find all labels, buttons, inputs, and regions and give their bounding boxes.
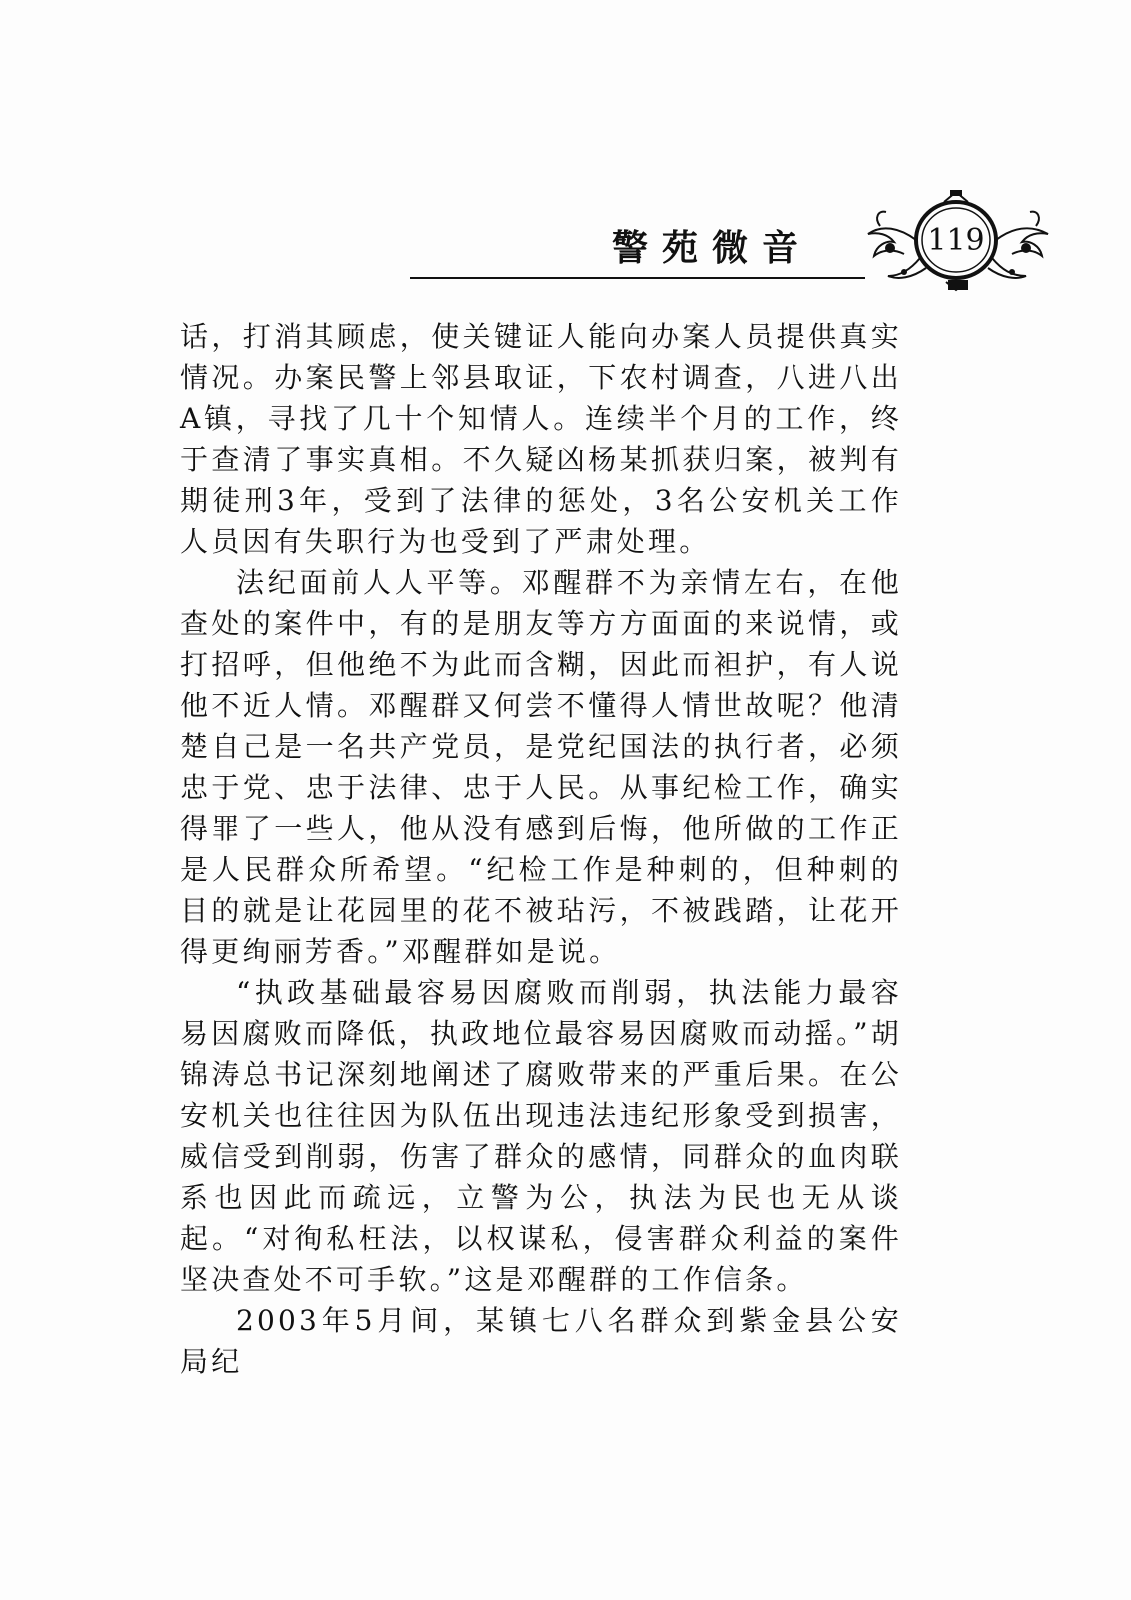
paragraph: 话，打消其顾虑，使关键证人能向办案人员提供真实情况。办案民警上邻县取证，下农村调查，八进八出A镇，寻找了几十个知情人。连续半个月的工作，终于查清了事实真相。不久疑凶杨某抓获归案，被判有期徒刑3年，受到了法律的惩处，3名公安机关工作人员因有失职行为也受到了严肃处理。 bbox=[180, 320, 902, 558]
paragraph: “执政基础最容易因腐败而削弱，执法能力最容易因腐败而降低，执政地位最容易因腐败而动摇。”胡锦涛总书记深刻地阐述了腐败带来的严重后果。在公安机关也往往因为队伍出现违法违纪形象受到损害，威信受到削弱，伤害了群众的感情，同群众的血肉联系也因此而疏远，立警为公，执法为民也无从谈起。“对徇私枉法，以权谋私，侵害群众利益的案件坚决查处不可手软。”这是邓醒群的工作信条。 bbox=[180, 976, 902, 1296]
header-rule bbox=[410, 277, 865, 279]
paragraph: 法纪面前人人平等。邓醒群不为亲情左右，在他查处的案件中，有的是朋友等方方面面的来说情，或打招呼，但他绝不为此而含糊，因此而袒护，有人说他不近人情。邓醒群又何尝不懂得人情世故呢？他清楚自己是一名共产党员，是党纪国法的执行者，必须忠于党、忠于法律、忠于人民。从事纪检工作，确实得罪了一些人，他从没有感到后悔，他所做的工作正是人民群众所希望。“纪检工作是种刺的，但种刺的目的就是让花园里的花不被玷污，不被践踏，让花开得更绚丽芳香。”邓醒群如是说。 bbox=[180, 566, 902, 968]
paragraph: 2003年5月间，某镇七八名群众到紫金县公安局纪 bbox=[180, 1304, 902, 1378]
running-header-title: 警苑微音 bbox=[612, 228, 813, 269]
body-text bbox=[180, 316, 902, 1382]
page-number: 119 bbox=[927, 223, 985, 258]
